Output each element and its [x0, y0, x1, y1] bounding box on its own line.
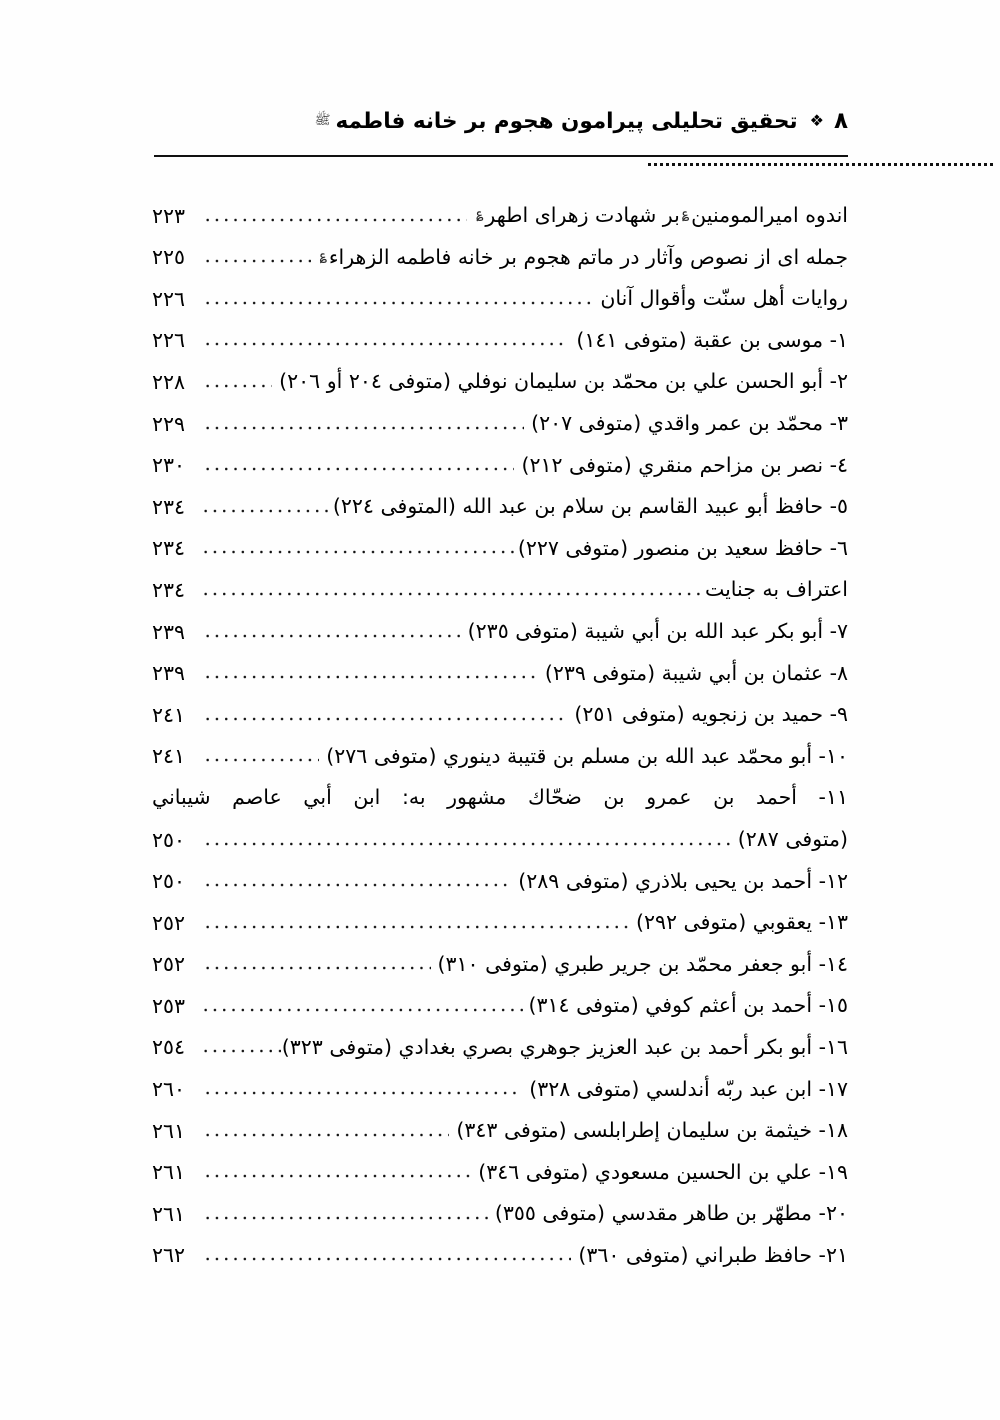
- toc-entry-label: ١٣- يعقوبي (متوفی ٢٩٢): [635, 910, 848, 935]
- diamond-ornament-icon: ❖: [809, 111, 824, 130]
- toc-entry[interactable]: [152, 935, 848, 977]
- toc-entry-label: ١٧- ابن عبد ربّه أندلسي (متوفی ٣٢٨): [529, 1076, 848, 1101]
- toc-entry-page-number: ٢٦٠: [152, 1077, 186, 1102]
- toc-dot-leader: [203, 342, 569, 346]
- toc-entry-label: [318, 246, 848, 270]
- toc-entry-label: ١٢- أحمد بن يحيى بلاذري (متوفی ٢٨٩): [518, 868, 848, 893]
- toc-entry[interactable]: [152, 852, 848, 894]
- toc-entry-page-number: ٢٦١: [152, 1118, 186, 1143]
- toc-entry-page-number: ٢٢٣: [152, 203, 186, 228]
- toc-entry-page-number: ٢٢٦: [152, 286, 186, 311]
- toc-entry-page-number: ٢٣٤: [152, 577, 186, 602]
- toc-entry-label: ٨- عثمان بن أبي شيبة (متوفی ٢٣٩): [544, 660, 848, 685]
- toc-entry[interactable]: [152, 602, 848, 644]
- toc-entry-page-number: ٢٢٩: [152, 411, 186, 436]
- toc-entry[interactable]: [152, 1018, 848, 1060]
- toc-entry-label: (متوفی ٢٨٧): [737, 826, 848, 851]
- toc-entry[interactable]: [152, 477, 848, 519]
- running-header: [152, 108, 848, 148]
- toc-entry[interactable]: [152, 685, 848, 727]
- toc-entry[interactable]: [152, 810, 848, 852]
- header-rule-dotted: [648, 163, 993, 166]
- toc-entry[interactable]: [152, 228, 848, 270]
- toc-entry-page-number: ٢٢٦: [152, 328, 186, 353]
- toc-dot-leader: [201, 550, 517, 554]
- toc-entry-label: ٣- محمّد بن عمر واقدي (متوفی ٢٠٧): [531, 411, 848, 435]
- toc-entry[interactable]: [152, 976, 848, 1018]
- toc-dot-leader: [201, 509, 332, 513]
- header-book-title: تحقیق تحلیلی پیرامون هجوم بر خانه فاطمه: [335, 109, 798, 134]
- toc-entry[interactable]: [152, 1059, 848, 1101]
- toc-entry-label: ١- موسی بن عقبة (متوفی ١٤١): [576, 327, 848, 352]
- toc-entry-page-number: ٢٣٤: [152, 494, 186, 519]
- toc-dot-leader: [203, 259, 311, 263]
- toc-entry-page-number: ٢٥٠: [152, 827, 186, 852]
- toc-entry-page-number: ٢٤١: [152, 702, 186, 727]
- honorific-icon: ؏: [319, 246, 327, 262]
- toc-entry[interactable]: [152, 186, 848, 228]
- toc-entry-label: ١٤- أبو جعفر محمّد بن جرير طبري (متوفی ٣١٠): [437, 951, 848, 976]
- toc-entry-label: ٢٠- مطهّر بن طاهر مقدسي (متوفی ٣٥٥): [494, 1201, 848, 1226]
- toc-entry-label: ٦- حافظ سعيد بن منصور (متوفی ٢٢٧): [517, 535, 848, 560]
- toc-entry[interactable]: [152, 269, 848, 311]
- honorific-icon: ؏: [476, 205, 484, 221]
- toc-entry-label: ١٦- أبو بكر أحمد بن عبد العزيز جوهري بصري بغدادي (متوفی ٣٢٣): [281, 1034, 848, 1059]
- toc-dot-leader: [203, 925, 629, 929]
- toc-entry[interactable]: [152, 1101, 848, 1143]
- toc-entry[interactable]: [152, 727, 848, 769]
- toc-entry[interactable]: [152, 1226, 848, 1268]
- toc-entry-label: ٢- أبو الحسن علي بن محمّد بن سليمان نوفلي (متوفی ٢٠٤ أو ٢٠٦): [279, 369, 848, 394]
- toc-entry-label: ١٠- أبو محمّد عبد الله بن مسلم بن قتيبة دينوري (متوفی ٢٧٦): [326, 743, 848, 768]
- toc-entry[interactable]: [152, 311, 848, 353]
- toc-dot-leader: [201, 1049, 281, 1053]
- header-rule-solid: [154, 155, 848, 157]
- toc-dot-leader: [203, 758, 319, 762]
- toc-dot-leader: [203, 883, 511, 887]
- honorific-icon: ؏: [681, 205, 690, 221]
- toc-entry-label: ٤- نصر بن مزاحم منقري (متوفی ٢١٢): [521, 452, 848, 477]
- toc-entry[interactable]: [152, 893, 848, 935]
- toc-entry-label-text: جمله ای از نصوص وآثار در ماتم هجوم بر خانه فاطمه الزهراء: [328, 244, 848, 269]
- toc-entry-label: [474, 204, 848, 228]
- toc-dot-leader: [203, 966, 431, 970]
- toc-entry-label: ١٩- علي بن الحسين مسعودي (متوفی ٣٤٦): [478, 1159, 848, 1184]
- toc-entry[interactable]: [152, 436, 848, 478]
- toc-dot-leader: [203, 675, 538, 679]
- toc-entry-label: ١٨- خيثمة بن سليمان إطرابلسی (متوفی ٣٤٣): [456, 1118, 848, 1143]
- toc-entry-page-number: ٢٣٤: [152, 536, 186, 561]
- toc-entry-page-number: ٢٦٢: [152, 1243, 186, 1268]
- toc-entry-page-number: ٢٣٠: [152, 453, 186, 478]
- toc-entry-label: ٧- أبو بكر عبد الله بن أبي شيبة (متوفی ٢٣٥): [467, 618, 848, 643]
- toc-entry[interactable]: [152, 560, 848, 602]
- header-page-number: ٨: [833, 108, 848, 134]
- toc-entry-page-number: ٢٤١: [152, 744, 186, 769]
- toc-entry-page-number: ٢٥٢: [152, 952, 186, 977]
- honorific-icon: ﷺ: [314, 113, 331, 128]
- toc-entry[interactable]: [152, 519, 848, 561]
- toc-entry-page-number: ٢٦١: [152, 1160, 186, 1185]
- toc-entry[interactable]: [152, 352, 848, 394]
- toc-dot-leader: [201, 1008, 528, 1012]
- toc-entry-label: ١٥- أحمد بن أعثم كوفي (متوفی ٣١٤): [528, 993, 848, 1018]
- toc-dot-leader: [203, 426, 524, 430]
- toc-entry[interactable]: [152, 394, 848, 436]
- toc-dot-leader: [203, 1091, 522, 1095]
- toc-dot-leader: [203, 218, 467, 222]
- toc-entry-page-number: ٢٦١: [152, 1201, 186, 1226]
- toc-entry-page-number: ٢٣٩: [152, 619, 186, 644]
- toc-entry[interactable]: [152, 768, 848, 810]
- toc-entry-page-number: ٢٥٢: [152, 910, 186, 935]
- toc-dot-leader: [203, 467, 514, 471]
- toc-dot-leader: [203, 1257, 571, 1261]
- toc-dot-leader: [203, 1133, 449, 1137]
- toc-dot-leader: [203, 842, 731, 846]
- toc-entry-page-number: ٢٢٨: [152, 369, 186, 394]
- toc-dot-leader: [203, 384, 272, 388]
- toc-entry-label-text: اندوه امیرالمومنین: [691, 203, 848, 228]
- toc-entry-page-number: ٢٥٤: [152, 1035, 186, 1060]
- toc-dot-leader: [203, 634, 461, 638]
- toc-entry-page-number: ٢٥٣: [152, 993, 186, 1018]
- toc-dot-leader: [203, 717, 567, 721]
- toc-entry-page-number: ٢٥٠: [152, 869, 186, 894]
- table-of-contents: [152, 186, 848, 1267]
- toc-dot-leader: [201, 592, 704, 596]
- toc-dot-leader: [203, 1174, 471, 1178]
- toc-entry-label: اعتراف به جنایت: [704, 577, 848, 602]
- toc-entry-label: روایات أهل سنّت وأقوال آنان: [600, 286, 848, 311]
- toc-entry-page-number: ٢٢٥: [152, 245, 186, 270]
- toc-entry[interactable]: [152, 1143, 848, 1185]
- toc-entry[interactable]: [152, 644, 848, 686]
- toc-entry-label-text: بر شهادت زهرای اطهر: [485, 203, 680, 228]
- toc-dot-leader: [203, 301, 593, 305]
- toc-entry-page-number: ٢٣٩: [152, 661, 186, 686]
- toc-entry-label: ١١- أحمد بن عمرو بن ضحّاك مشهور به: ابن أبي عاصم شيباني: [152, 785, 848, 810]
- toc-entry-label: ٩- حميد بن زنجويه (متوفی ٢٥١): [574, 702, 848, 727]
- toc-dot-leader: [203, 1216, 488, 1220]
- toc-entry-label: ٢١- حافظ طبراني (متوفی ٣٦٠): [578, 1242, 848, 1267]
- toc-entry[interactable]: [152, 1184, 848, 1226]
- toc-entry-label: ٥- حافظ أبو عبيد القاسم بن سلام بن عبد الله (المتوفی ٢٢٤): [332, 494, 848, 519]
